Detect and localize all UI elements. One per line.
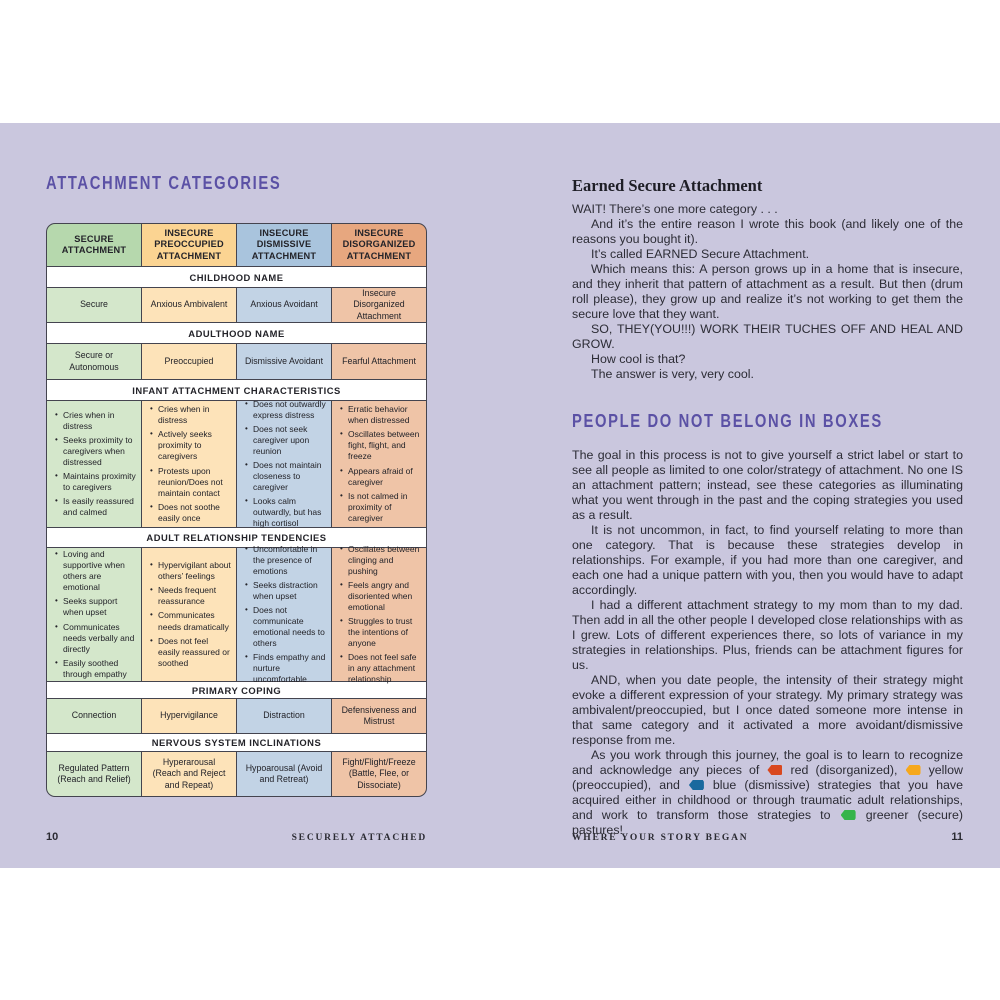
- table-cell: [332, 543, 426, 685]
- bullet-list: [332, 540, 426, 690]
- table-cell: Preoccupied: [142, 344, 236, 379]
- table-cell: Secure or Autonomous: [47, 344, 141, 379]
- page-number: 11: [951, 831, 963, 843]
- right-page-content: [572, 176, 963, 838]
- bullet-item: • Looks calm outwardly, but has high cortisol: [253, 496, 326, 529]
- bullet-item: • Protests upon reunion/Does not maintain contact: [158, 466, 231, 499]
- table-cell: [332, 401, 426, 527]
- bullet-item: • Communicates needs dramatically: [158, 610, 231, 632]
- earned-secure-paragraph: How cool is that?: [591, 352, 686, 366]
- bullet-item: • Struggles to trust the intentions of anyone: [348, 616, 421, 649]
- bullet-item: • Cries when in distress: [63, 410, 136, 432]
- table-cell: Hypoarousal (Avoid and Retreat): [237, 752, 331, 796]
- table-section-title: ADULTHOOD NAME: [47, 323, 426, 343]
- table-cell: Anxious Avoidant: [237, 288, 331, 322]
- bullet-list: [237, 540, 331, 690]
- table-cell: [142, 548, 236, 681]
- red-strategy-tag-icon: [767, 765, 782, 775]
- bullet-list: [332, 400, 426, 527]
- table-cell: [47, 401, 141, 527]
- column-header-4: INSECURE DISORGANIZED ATTACHMENT: [332, 224, 426, 266]
- table-cell: Fearful Attachment: [332, 344, 426, 379]
- table-cell: Hyperarousal (Reach and Reject and Repeat): [142, 752, 236, 796]
- bullet-item: • Does not feel easily reassured or soothed: [158, 636, 231, 669]
- boxes-paragraph: It is not uncommon, in fact, to find yourself relating to more than one category. That is because these strategies develop in relationships. For example, if you had more than one caregiver, and each one had a unique pattern with you, then you would have to adapt accordingly.: [572, 523, 963, 597]
- section-heading-people-boxes: PEOPLE DO NOT BELONG IN BOXES: [572, 411, 883, 431]
- earned-secure-paragraph: WAIT! There’s one more category . . .: [572, 202, 778, 216]
- table-cell: Anxious Ambivalent: [142, 288, 236, 322]
- bullet-item: • Seeks support when upset: [63, 596, 136, 618]
- column-header-2: INSECURE PREOCCUPIED ATTACHMENT: [142, 224, 236, 266]
- column-header-1: SECURE ATTACHMENT: [47, 224, 141, 266]
- running-head: WHERE YOUR STORY BEGAN: [572, 833, 749, 843]
- table-cell: Hypervigilance: [142, 699, 236, 733]
- bullet-item: • Appears afraid of caregiver: [348, 466, 421, 488]
- table-cell: [142, 401, 236, 527]
- page-number: 10: [46, 831, 59, 843]
- earned-secure-paragraphs: [572, 202, 963, 382]
- table-cell: [237, 398, 331, 529]
- page-title: ATTACHMENT CATEGORIES: [46, 173, 282, 193]
- table-cell: Defensiveness and Mistrust: [332, 699, 426, 733]
- table-cell: [47, 548, 141, 681]
- right-page: [500, 123, 1000, 868]
- earned-secure-paragraph: And it’s the entire reason I wrote this book (and likely one of the reasons you bought it).: [572, 217, 963, 246]
- bullet-item: • Oscillates between clinging and pushing: [348, 544, 421, 577]
- table-section-title: NERVOUS SYSTEM INCLINATIONS: [47, 734, 426, 751]
- boxes-paragraph: AND, when you date people, the intensity of their strategy might evoke a different expression of your strategy. My primary strategy was ambivalent/preoccupied, but I once dated someone more intense in that same category and it activated a more avoidant/dismissive response from me.: [572, 673, 963, 747]
- bullet-item: • Does not communicate emotional needs to others: [253, 605, 326, 649]
- green-strategy-tag-icon: [841, 810, 856, 820]
- bullet-list: [47, 545, 141, 684]
- table-section-title: INFANT ATTACHMENT CHARACTERISTICS: [47, 380, 426, 400]
- boxes-paragraph: I had a different attachment strategy to my mom than to my dad. Then add in all the other people I developed close relationships with as I grew. Lots of different experiences there, so lots of variance in my strategies in relationships. Plus, friends can be attachment figures for us.: [572, 598, 963, 672]
- bullet-item: • Maintains proximity to caregivers: [63, 471, 136, 493]
- bullet-item: • Does not soothe easily once: [158, 502, 231, 524]
- bullet-item: • Erratic behavior when distressed: [348, 404, 421, 426]
- table-cell: Distraction: [237, 699, 331, 733]
- bullet-item: • Oscillates between fight, flight, and freeze: [348, 429, 421, 462]
- section-heading-earned-secure: Earned Secure Attachment: [572, 176, 763, 195]
- bullet-item: • Actively seeks proximity to caregivers: [158, 429, 231, 462]
- table-section-title: PRIMARY COPING: [47, 682, 426, 698]
- column-header-3: INSECURE DISMISSIVE ATTACHMENT: [237, 224, 331, 266]
- bullet-list: [47, 406, 141, 522]
- blue-strategy-tag-icon: [689, 780, 704, 790]
- bullet-item: • Communicates needs verbally and directly: [63, 622, 136, 655]
- table-cell: Secure: [47, 288, 141, 322]
- bullet-item: • Is not calmed in proximity of caregiver: [348, 491, 421, 524]
- table-section-title: ADULT RELATIONSHIP TENDENCIES: [47, 528, 426, 547]
- bullet-item: • Easily soothed through empathy: [63, 658, 136, 680]
- table-cell: [237, 543, 331, 685]
- left-page: [0, 123, 500, 868]
- table-section-title: CHILDHOOD NAME: [47, 267, 426, 287]
- right-page-footer: [572, 831, 963, 843]
- bullet-item: • Needs frequent reassurance: [158, 585, 231, 607]
- table-cell: Connection: [47, 699, 141, 733]
- left-page-footer: [46, 831, 427, 843]
- bullet-item: • Does not feel safe in any attachment relationship: [348, 652, 421, 685]
- table-cell: Regulated Pattern (Reach and Relief): [47, 752, 141, 796]
- earned-secure-paragraph: Which means this: A person grows up in a home that is insecure, and they inherit that pattern of attachment as a result. But then (drum roll please), they grow up and realize it’s not working to get them the secure love that they want.: [572, 262, 963, 321]
- boxes-final-paragraph: As you work through this journey, the goal is to learn to recognize and acknowledge any pieces of red (disorganized), yellow (preoccupied), and blue (dismissive) strategies that you have acquired either in childhood or through traumatic adult relationships, and work to transform those strategies to greener (secure) pastures!: [572, 748, 964, 837]
- bullet-item: • Loving and supportive when others are emotional: [63, 549, 136, 593]
- spread-background: [0, 123, 1000, 868]
- attachment-categories-table: [46, 223, 427, 797]
- bullet-list: [237, 395, 331, 534]
- bullet-list: [142, 400, 236, 527]
- table-cell: Insecure Disorganized Attachment: [332, 288, 426, 322]
- table-cell: Fight/Flight/Freeze (Battle, Flee, or Dissociate): [332, 752, 426, 796]
- yellow-strategy-tag-icon: [906, 765, 921, 775]
- bullet-item: • Cries when in distress: [158, 404, 231, 426]
- earned-secure-paragraph: It’s called EARNED Secure Attachment.: [591, 247, 810, 261]
- bullet-item: • Does not outwardly express distress: [253, 399, 326, 421]
- running-head: SECURELY ATTACHED: [291, 833, 427, 843]
- earned-secure-paragraph: SO, THEY(YOU!!!) WORK THEIR TUCHES OFF AND HEAL AND GROW.: [572, 322, 963, 351]
- earned-secure-paragraph: The answer is very, very cool.: [591, 367, 754, 381]
- bullet-item: • Uncomfortable in the presence of emotions: [253, 544, 326, 577]
- table-cell: Dismissive Avoidant: [237, 344, 331, 379]
- bullet-item: • Seeks proximity to caregivers when distressed: [63, 435, 136, 468]
- boxes-paragraph: The goal in this process is not to give yourself a strict label or start to see all people as limited to one color/strategy of attachment. No one IS an attachment pattern; instead, see these categories as illuminating what you went through in the past and the coping strategies you used as a result.: [572, 448, 963, 522]
- bullet-item: • Finds empathy and nurture uncomfortable: [253, 652, 326, 685]
- bullet-item: • Does not seek caregiver upon reunion: [253, 424, 326, 457]
- bullet-item: • Seeks distraction when upset: [253, 580, 326, 602]
- bullet-item: • Feels angry and disoriented when emotional: [348, 580, 421, 613]
- bullet-item: • Is easily reassured and calmed: [63, 496, 136, 518]
- bullet-item: • Does not maintain closeness to caregiver: [253, 460, 326, 493]
- boxes-paragraphs: [572, 448, 963, 838]
- bullet-list: [142, 556, 236, 672]
- bullet-item: • Hypervigilant about others’ feelings: [158, 560, 231, 582]
